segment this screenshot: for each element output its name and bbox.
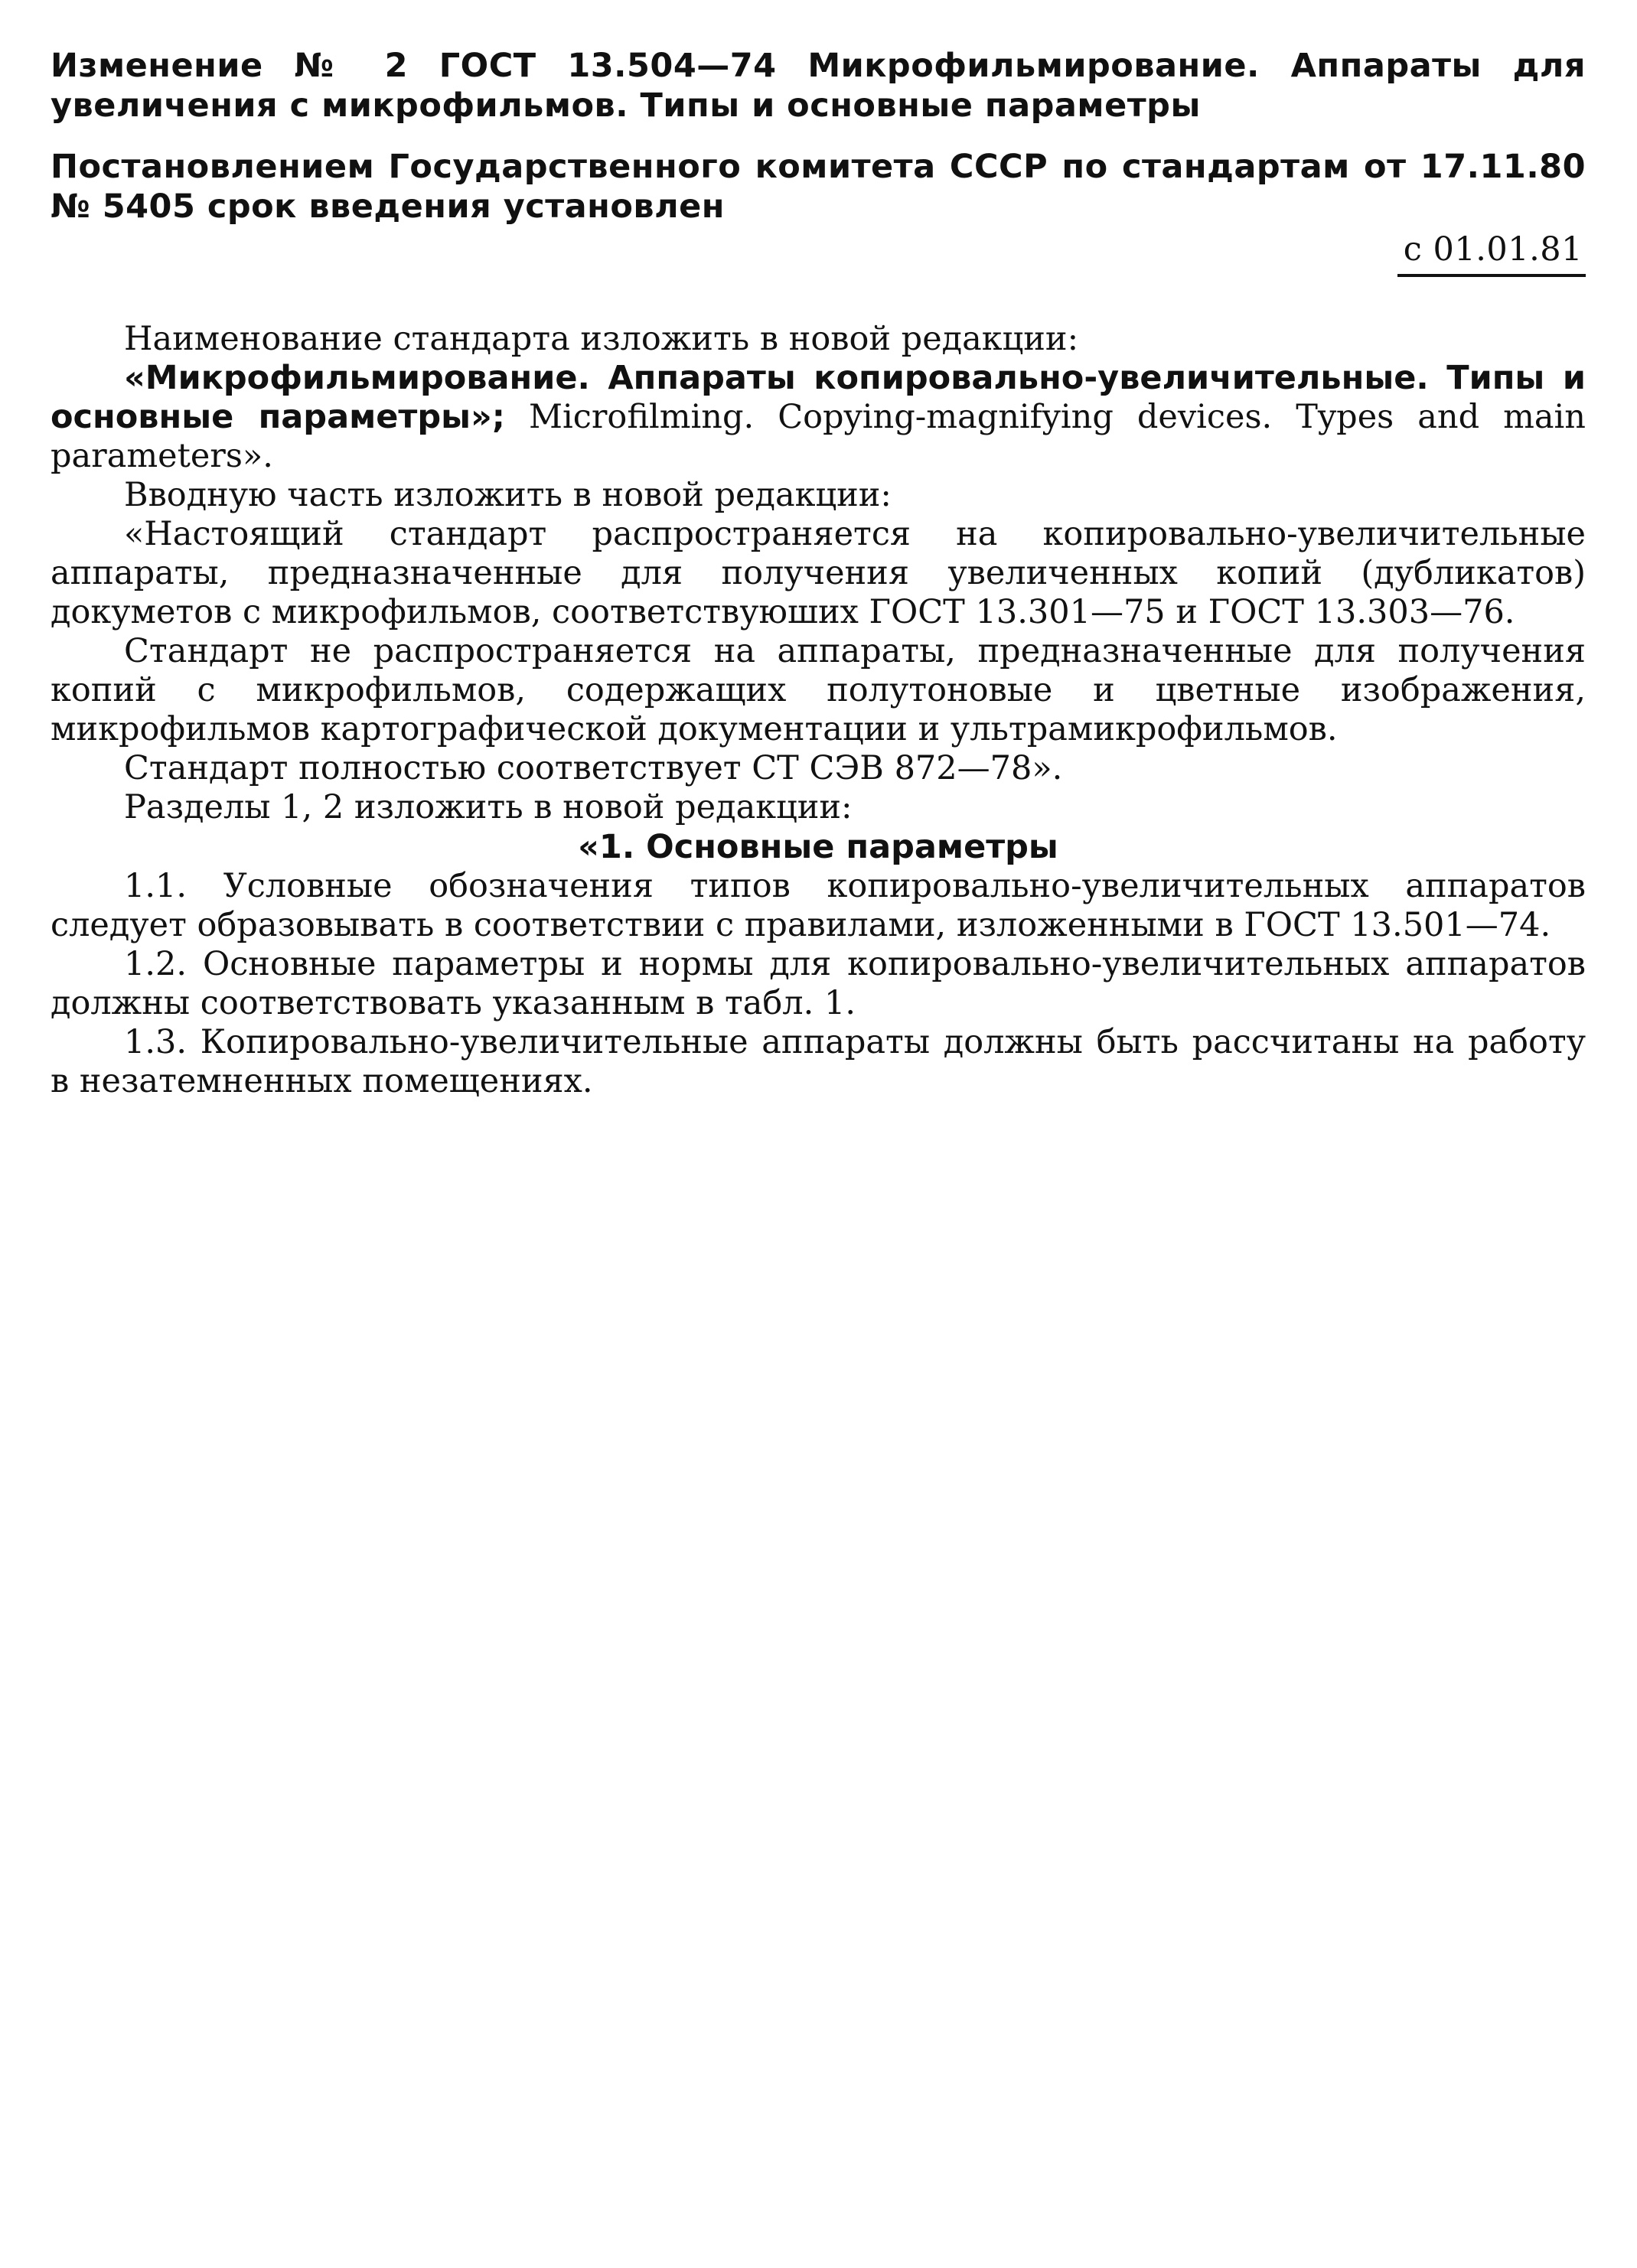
effective-date xyxy=(51,230,1586,277)
document-page xyxy=(51,46,1586,1101)
paragraph: Наименование стандарта изложить в новой редакции: xyxy=(124,320,1079,358)
paragraph: Вводную часть изложить в новой редакции: xyxy=(124,476,892,514)
paragraph: Стандарт не распространяется на аппараты, предназначенные для получения копий с микрофильмов, содержащих полутоновые и цветные изображения, микрофильмов картографической документации и ультрамикрофильмов. xyxy=(51,632,1586,748)
paragraph: Разделы 1, 2 изложить в новой редакции: xyxy=(124,788,853,826)
paragraph: Стандарт полностью соответствует СТ СЭВ 872—78». xyxy=(124,749,1063,787)
amendment-title: Изменение № 2 ГОСТ 13.504—74 Микрофильмирование. Аппараты для увеличения с микрофильмов. Типы и основные параметры xyxy=(51,47,1586,125)
paragraph: «Настоящий стандарт распространяется на копировально-увеличительные аппараты, предназначенные для получения увеличенных копий (дубликатов) докуметов с микрофильмов, соответствуюших ГОСТ 13.301—75 и ГОСТ 13.303—76. xyxy=(51,515,1586,631)
paragraph xyxy=(51,359,1586,476)
new-title-english: Microfilming. Copying-magnifying devices. Types and main parameters». xyxy=(51,398,1586,475)
clause-1-2: 1.2. Основные параметры и нормы для копировально-увеличительных аппаратов должны соответствовать указанным в табл. 1. xyxy=(51,945,1586,1022)
new-title-russian: «Микрофильмирование. Аппараты копировально-увеличительные. Типы и основные параметры»; xyxy=(51,359,1586,436)
document-header xyxy=(51,46,1586,277)
clause-1-1: 1.1. Условные обозначения типов копировально-увеличительных аппаратов следует образовывать в соответствии с правилами, изложенными в ГОСТ 13.501—74. xyxy=(51,867,1586,944)
document-body xyxy=(51,320,1586,1101)
decree-text: Постановлением Государственного комитета СССР по стандартам от 17.11.80 № 5405 срок введения установлен xyxy=(51,148,1586,226)
effective-date-value: с 01.01.81 xyxy=(1397,230,1586,277)
clause-1-3: 1.3. Копировально-увеличительные аппараты должны быть рассчитаны на работу в незатемненных помещениях. xyxy=(51,1023,1586,1100)
section-heading: «1. Основные параметры xyxy=(578,828,1058,866)
